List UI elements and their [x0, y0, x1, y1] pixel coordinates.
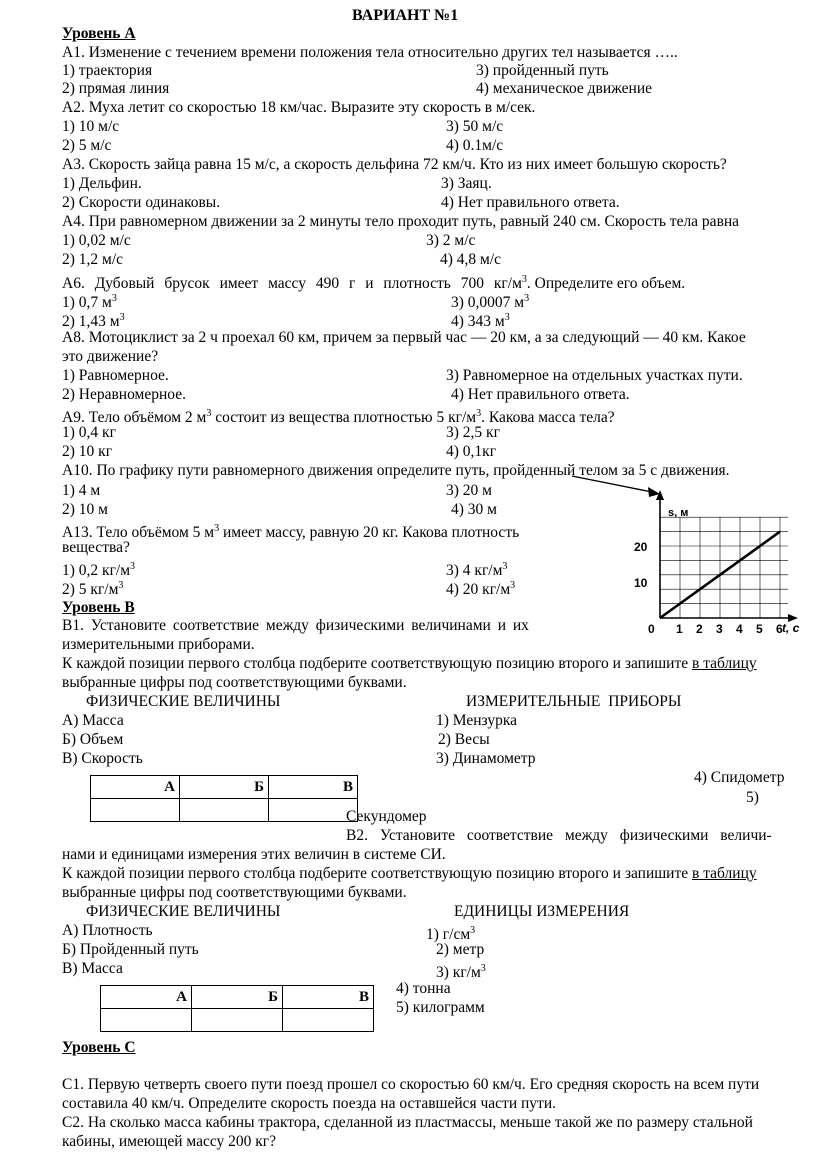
option: 1) траектория: [62, 62, 153, 79]
b2-col2-heading: ЕДИНИЦЫ ИЗМЕРЕНИЯ: [454, 903, 630, 920]
option: 1) Дельфин.: [62, 175, 142, 192]
question-c1-cont: составила 40 км/ч. Определите скорость поезда на оставшейся части пути.: [62, 1095, 556, 1112]
question-a2: А2. Муха летит со скоростью 18 км/час. Выразите эту скорость в м/сек.: [62, 99, 536, 116]
option: 1) 0,7 $м^3$: [62, 293, 117, 312]
option: 4) 30 м: [451, 501, 497, 518]
option: 2) 1,2 м/с: [62, 251, 124, 268]
option: 3) 50 м/с: [446, 118, 504, 135]
x-tick-label: 0: [648, 622, 655, 636]
option: 3) Равномерное на отдельных участках пути.: [446, 367, 743, 384]
b1-left-item: Б) Объем: [62, 731, 124, 748]
question-b2-cont: нами и единицами измерения этих величин в системе СИ.: [62, 846, 446, 863]
option: 3) 4 $кг/м^3$: [446, 561, 508, 580]
option: 3) 20 м: [446, 482, 492, 499]
table-header-b: Б: [180, 776, 269, 799]
b2-right-item: 4) тонна: [396, 980, 451, 997]
table-header-b: Б: [192, 986, 283, 1009]
question-a1: А1. Изменение с течением времени положения тела относительно других тел называется …..: [62, 44, 678, 61]
option: 4) 20 $кг/м^3$: [446, 580, 516, 599]
table-header-v: В: [283, 986, 374, 1009]
question-c1: С1. Первую четверть своего пути поезд прошел со скоростью 60 км/ч. Его средняя скорость на всем пути: [62, 1076, 760, 1093]
b2-left-item: В) Масса: [62, 960, 123, 977]
option: 4) Нет правильного ответа.: [441, 194, 620, 211]
option: 2) 5 м/с: [62, 137, 112, 154]
x-tick-label: 3: [716, 622, 723, 636]
b1-col2-heading: ИЗМЕРИТЕЛЬНЫЕ ПРИБОРЫ: [466, 693, 682, 710]
option: 3) 2,5 кг: [446, 424, 500, 441]
distance-time-graph: [632, 490, 816, 640]
table-header-v: В: [269, 776, 358, 799]
option: 1) 0,02 м/с: [62, 232, 131, 249]
answer-cell[interactable]: [269, 799, 358, 822]
instruction-b1: К каждой позиции первого столбца подберите соответствующую позицию второго и запишите в таблицу: [62, 655, 757, 672]
option: 2) 1,43 $м^3$: [62, 312, 125, 331]
y-axis-label: s, м: [668, 507, 689, 519]
question-a13-cont: вещества?: [62, 539, 130, 556]
b1-col1-heading: ФИЗИЧЕСКИЕ ВЕЛИЧИНЫ: [86, 693, 281, 710]
x-tick-label: 1: [676, 622, 683, 636]
question-a8-cont: это движение?: [62, 348, 159, 365]
option: 2) прямая линия: [62, 80, 170, 97]
instruction-b2: К каждой позиции первого столбца подберите соответствующую позицию второго и запишите в таблицу: [62, 865, 757, 882]
y-tick-label: 10: [634, 576, 648, 590]
option: 1) 0,4 кг: [62, 424, 116, 441]
x-tick-label: 2: [696, 622, 703, 636]
option: 4) 0.1м/с: [446, 137, 504, 154]
b2-right-item: 5) килограмм: [396, 999, 485, 1016]
question-a13: А13. Тело объёмом 5 $м^3$ имеет массу, равную 20 кг. Какова плотность: [62, 523, 520, 542]
instruction-b2-cont: выбранные цифры под соответствующими буквами.: [62, 884, 407, 901]
question-a6: А6. Дубовый брусок имеет массу 490 г и плотность 700 $кг/м^3$. Определите его объем.: [62, 274, 686, 293]
option: 2) 10 кг: [62, 443, 113, 460]
question-b2: В2. Установите соответствие между физическими величи-: [346, 827, 772, 844]
b1-left-item: А) Масса: [62, 712, 124, 729]
question-a10: А10. По графику пути равномерного движения определите путь, пройденный телом за 5 с движения.: [62, 462, 730, 479]
question-b1-cont: измерительными приборами.: [62, 636, 255, 653]
table-header-a: А: [91, 776, 180, 799]
option: 1) 0,2 $кг/м^3$: [62, 561, 136, 580]
y-tick-label: 20: [634, 540, 648, 554]
b2-col1-heading: ФИЗИЧЕСКИЕ ВЕЛИЧИНЫ: [86, 903, 281, 920]
question-a4: А4. При равномерном движении за 2 минуты тело проходит путь, равный 240 см. Скорость тела равна: [62, 213, 740, 230]
level-c-heading: Уровень С: [62, 1039, 136, 1056]
option: 3) 0,0007 $м^3$: [451, 293, 530, 312]
option: 2) 10 м: [62, 501, 108, 518]
option: 4) механическое движение: [476, 80, 653, 97]
option: 3) 2 м/с: [426, 232, 476, 249]
question-b1: В1. Установите соответствие между физическими величинами и их: [62, 617, 529, 634]
answer-cell[interactable]: [91, 799, 180, 822]
option: 2) Неравномерное.: [62, 386, 186, 403]
question-a9: А9. Тело объёмом 2 $м^3$ состоит из вещества плотностью 5 $кг/м^3$. Какова масса тела?: [62, 408, 615, 427]
option: 3) пройденный путь: [476, 62, 609, 79]
b1-right-item: 1) Мензурка: [436, 712, 518, 729]
page-title: ВАРИАНТ №1: [352, 7, 459, 24]
option: 2) Скорости одинаковы.: [62, 194, 221, 211]
b2-left-item: Б) Пройденный путь: [62, 941, 199, 958]
question-c2: С2. На сколько масса кабины трактора, сделанной из пластмассы, меньше такой же по размеру стальной: [62, 1114, 753, 1131]
answer-cell[interactable]: [180, 799, 269, 822]
x-tick-label: 4: [736, 622, 743, 636]
x-tick-label: 6: [776, 622, 783, 636]
option: 4) 343 $м^3$: [451, 312, 510, 331]
b2-right-item: 2) метр: [436, 941, 485, 958]
table-header-a: А: [101, 986, 192, 1009]
b1-extra-item: Секундомер: [346, 808, 427, 825]
b2-answer-table: [100, 985, 374, 1032]
option: 1) 10 м/с: [62, 118, 120, 135]
option: 4) Нет правильного ответа.: [451, 386, 630, 403]
level-b-heading: Уровень В: [62, 599, 135, 616]
option: 4) 0,1кг: [446, 443, 497, 460]
y-axis-arrow: [656, 490, 664, 500]
question-c2-cont: кабины, имеющей массу 200 кг?: [62, 1133, 277, 1150]
b1-right-item: 2) Весы: [438, 731, 490, 748]
question-a8: А8. Мотоциклист за 2 ч проехал 60 км, причем за первый час — 20 км, а за следующий — 40 км. Какое: [62, 329, 746, 346]
b1-right-item: 5): [746, 789, 759, 806]
x-tick-label: 5: [756, 622, 763, 636]
b1-answer-table: [90, 775, 358, 822]
answer-cell[interactable]: [101, 1009, 192, 1032]
instruction-b1-cont: выбранные цифры под соответствующими буквами.: [62, 674, 407, 691]
b2-right-item: 1) $г/см^3$: [426, 925, 476, 944]
b1-right-item: 3) Динамометр: [436, 750, 536, 767]
option: 2) 5 $кг/м^3$: [62, 580, 124, 599]
option: 3) Заяц.: [441, 175, 492, 192]
option: 1) 4 м: [62, 482, 101, 499]
level-a-heading: Уровень А: [62, 25, 136, 42]
b1-left-item: В) Скорость: [62, 750, 143, 767]
answer-cell[interactable]: [283, 1009, 374, 1032]
option: 4) 4,8 м/с: [440, 251, 502, 268]
b2-right-item: 3) $кг/м^3$: [436, 963, 486, 982]
option: 1) Равномерное.: [62, 367, 169, 384]
question-a3: А3. Скорость зайца равна 15 м/с, а скорость дельфина 72 км/ч. Кто из них имеет большую скорость?: [62, 156, 727, 173]
x-axis-label: t, с: [782, 621, 800, 635]
b2-left-item: А) Плотность: [62, 922, 153, 939]
b1-right-item: 4) Спидометр: [694, 769, 785, 786]
answer-cell[interactable]: [192, 1009, 283, 1032]
